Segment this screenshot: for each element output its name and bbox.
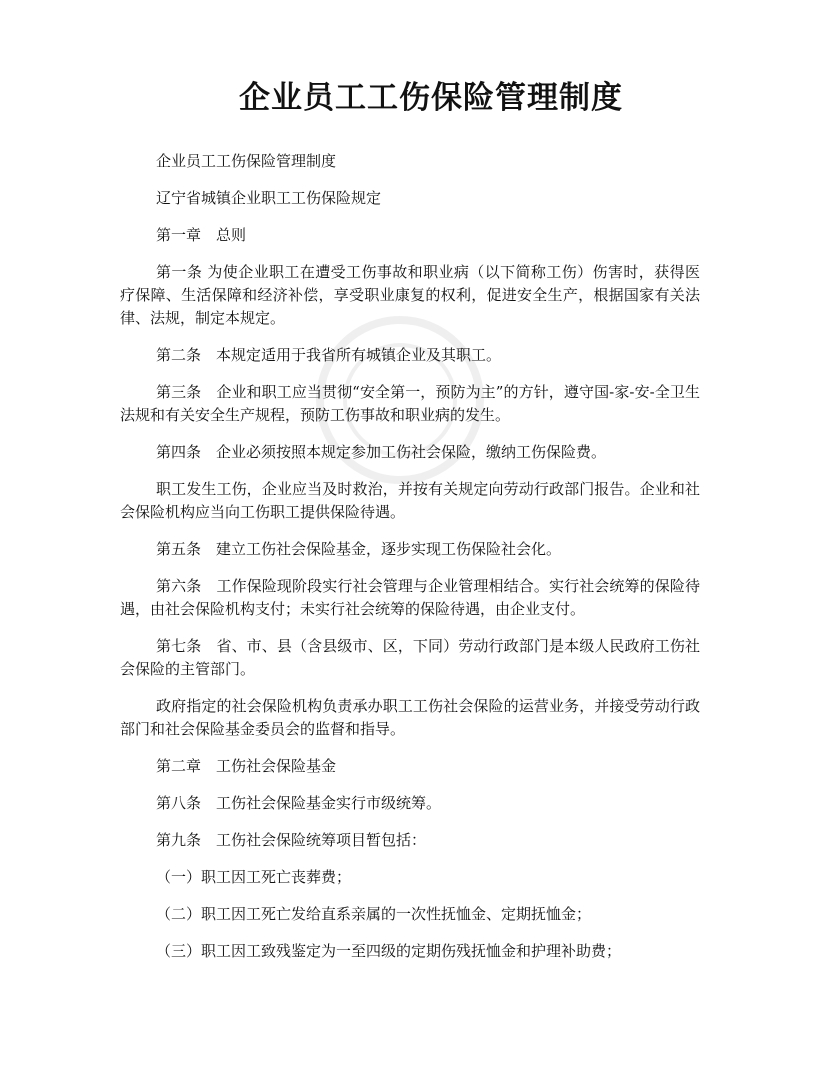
- list-item: （一）职工因工死亡丧葬费；: [156, 868, 352, 886]
- article-paragraph: 第九条 工伤社会保险统筹项目暂包括：: [156, 831, 427, 849]
- paragraph: 企业员工工伤保险管理制度: [156, 152, 337, 170]
- paragraph: 辽宁省城镇企业职工工伤保险规定: [156, 189, 382, 207]
- paragraph: 职工发生工伤，企业应当及时救治，并按有关规定向劳动行政部门报告。企业和社会保险机构应当向工伤职工提供保险待遇。: [120, 480, 700, 521]
- article-paragraph: 第三条 企业和职工应当贯彻“安全第一，预防为主”的方针，遵守国-家-安-全卫生法规和有关安全生产规程，预防工伤事故和职业病的发生。: [120, 383, 700, 424]
- list-item: （二）职工因工死亡发给直系亲属的一次性抚恤金、定期抚恤金；: [156, 905, 592, 923]
- article-paragraph: 第五条 建立工伤社会保险基金，逐步实现工伤保险社会化。: [156, 540, 562, 558]
- page-title: 企业员工工伤保险管理制度: [239, 80, 623, 116]
- article-paragraph: 第六条 工作保险现阶段实行社会管理与企业管理相结合。实行社会统筹的保险待遇，由社会保险机构支付；未实行社会统筹的保险待遇，由企业支付。: [120, 577, 700, 618]
- list-item: （三）职工因工致残鉴定为一至四级的定期伤残抚恤金和护理补助费；: [156, 942, 622, 960]
- article-paragraph: 第四条 企业必须按照本规定参加工伤社会保险，缴纳工伤保险费。: [156, 443, 607, 461]
- chapter-heading: 第二章 工伤社会保险基金: [156, 757, 337, 775]
- article-paragraph: 第二条 本规定适用于我省所有城镇企业及其职工。: [156, 346, 502, 364]
- chapter-heading: 第一章 总则: [156, 226, 247, 244]
- paragraph: 政府指定的社会保险机构负责承办职工工伤社会保险的运营业务，并接受劳动行政部门和社会保险基金委员会的监督和指导。: [120, 697, 700, 738]
- article-paragraph: 第七条 省、市、县（含县级市、区，下同）劳动行政部门是本级人民政府工伤社会保险的主管部门。: [120, 637, 700, 678]
- article-paragraph: 第八条 工伤社会保险基金实行市级统筹。: [156, 794, 442, 812]
- article-paragraph: 第一条 为使企业职工在遭受工伤事故和职业病（以下简称工伤）伤害时，获得医疗保障、生活保障和经济补偿，享受职业康复的权利，促进安全生产，根据国家有关法律、法规，制定本规定。: [120, 263, 700, 327]
- document-body: [120, 150, 700, 977]
